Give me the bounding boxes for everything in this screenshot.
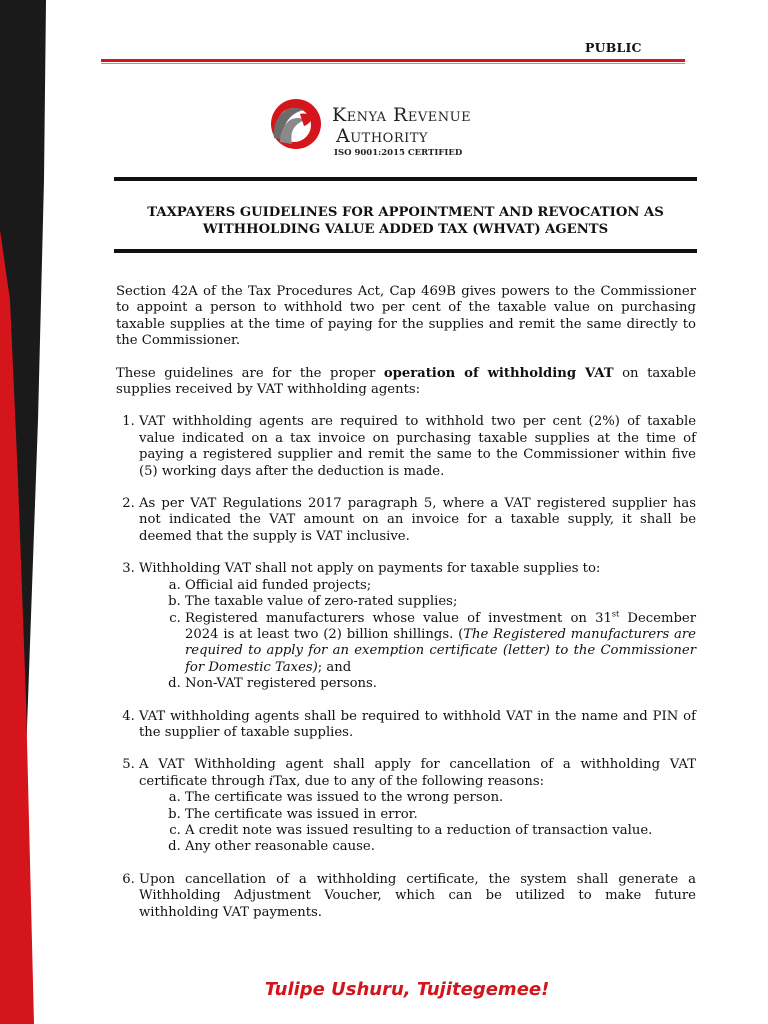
italic-note: The Registered manufacturers are required to apply for an exemption certificate (letter) to the Commissioner for Domestic Taxes) (185, 626, 696, 675)
sub-list-item: c. A credit note was issued resulting to a reduction of transaction value. (185, 823, 696, 839)
sub-list-item: a. Official aid funded projects; (185, 578, 696, 594)
org-name-line2: Authority (336, 125, 429, 147)
classification-label: PUBLIC (585, 40, 642, 55)
purpose-emphasis: operation of withholding VAT (383, 365, 614, 381)
list-item (139, 757, 696, 855)
header-rule-red (101, 59, 685, 62)
sub-list-item: d. Any other reasonable cause. (185, 839, 696, 855)
document-title (114, 204, 697, 238)
title-rule-top (114, 177, 697, 181)
header-rule-gray (101, 63, 685, 64)
purpose-text-end: on taxable supplies received by VAT withholding agents: (116, 365, 696, 398)
kra-logo (264, 98, 564, 160)
list-item (139, 709, 696, 742)
item-text: December 2024 is at least two (2) billion shillings. ( (185, 610, 696, 642)
superscript: st (611, 609, 620, 619)
purpose-paragraph (116, 366, 696, 399)
sub-list-item (185, 611, 696, 677)
item-text: A VAT Withholding agent shall apply for cancellation of a withholding VAT certificate through (139, 757, 696, 789)
item-text: As per VAT Regulations 2017 paragraph 5, where a VAT registered supplier has not indicated the VAT amount on an invoice for a taxable supply, it shall be deemed that the supply is VAT inclusive. (139, 496, 696, 544)
intro-paragraph: Section 42A of the Tax Procedures Act, Cap 469B gives powers to the Commissioner to appoint a person to withhold two per cent of the taxable value on purchasing taxable supplies at the time of paying for the supplies and remit the same directly to the Commissioner. (116, 284, 696, 349)
lion-emblem-icon (264, 98, 328, 150)
title-line-2: WITHHOLDING VALUE ADDED TAX (WHVAT) AGENTS (202, 222, 609, 237)
sub-list-item: b. The certificate was issued in error. (185, 807, 696, 823)
document-body (116, 284, 696, 937)
item-text: Tax, due to any of the following reasons: (273, 773, 545, 789)
purpose-text: These guidelines are for the proper (116, 365, 384, 381)
sub-list-item: a. The certificate was issued to the wrong person. (185, 790, 696, 806)
sub-list-item: d. Non-VAT registered persons. (185, 676, 696, 692)
sub-list (139, 578, 696, 693)
list-item (139, 872, 696, 921)
item-text: Withholding VAT shall not apply on payments for taxable supplies to: (139, 561, 601, 577)
italic-letter: i (269, 773, 274, 789)
title-line-1: TAXPAYERS GUIDELINES FOR APPOINTMENT AND REVOCATION AS (147, 205, 664, 220)
item-text: Registered manufacturers whose value of investment on 31 (185, 610, 612, 626)
item-text: Upon cancellation of a withholding certificate, the system shall generate a Withholding Adjustment Voucher, which can be utilized to make future withholding VAT payments. (139, 871, 696, 920)
sub-list (139, 790, 696, 856)
list-item (139, 496, 696, 545)
org-name-line1: Kenya Revenue (332, 104, 472, 126)
sub-list-item: b. The taxable value of zero-rated supplies; (185, 594, 696, 610)
guidelines-list (116, 414, 696, 921)
footer-slogan: Tulipe Ushuru, Tujitegemee! (264, 979, 550, 1000)
iso-certification: ISO 9001:2015 CERTIFIED (334, 148, 463, 158)
item-text: VAT withholding agents are required to withhold two per cent (2%) of taxable value indicated on a tax invoice on purchasing taxable supplies at the time of paying a registered supplier and remit the same to the Commissioner within five (5) working days after the deduction is made. (139, 414, 696, 479)
list-item (139, 561, 696, 692)
title-rule-bottom (114, 249, 697, 253)
item-text: ; and (317, 659, 352, 675)
item-text: VAT withholding agents shall be required to withhold VAT in the name and PIN of the supplier of taxable supplies. (139, 708, 696, 740)
list-item (139, 414, 696, 480)
decorative-side-stripe (0, 0, 52, 1024)
